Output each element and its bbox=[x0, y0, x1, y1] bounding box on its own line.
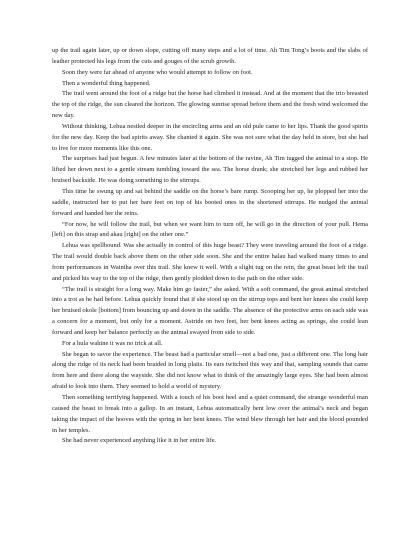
paragraph-2: Soon they were far ahead of anyone who would attempt to follow on foot. bbox=[62, 68, 253, 76]
paragraph-5: Without thinking, Lehua nestled deeper in the encircling arms and an old pule came to her lips. Thank the good spirits for the new day. Keep the bad spirits away. She chanted it again. She was not sure what the day held in store, but she had to live for more moments like this one. bbox=[52, 122, 368, 152]
paragraph-1: up the trail again later, up or down slope, cutting off many steps and a lot of time. Ah Tim Tong’s boots and the slabs of leather protected his legs from the cuts and gouges of the scrub growth. bbox=[52, 47, 368, 65]
paragraph-14: She had never experienced anything like it in her entire life. bbox=[62, 437, 217, 445]
paragraph-9: Lehua was spellbound. Was she actually in control of this huge beast? They were traveling around the foot of a ridge. The trail would double back above them on the other side soon. She and the entire halau had walked many times to and from performances in Wainiha over this trail. She knew it well. With a slight tug on the rein, the great beast left the trail and picked his way to the top of the ridge, then gently plodded down to the path on the other side. bbox=[52, 242, 368, 282]
paragraph-12: She began to savor the experience. The beast had a particular smell—not a bad one, just a different one. The long hair along the ridge of its neck had been braided in long plaits. Its ears twitched this way and that, sampling sounds that came from here and there along the wayside. She did not know what to think of the amazingly large eyes. She had been almost afraid to look into them. They seemed to hold a world of mystery. bbox=[52, 350, 368, 391]
paragraph-8: “For now, he will follow the trail, but when we want him to turn off, he will go in the direction of your pull. Hema [left] on this strap and akau [right] on the other one.” bbox=[52, 220, 368, 239]
paragraph-7: This time he swung up and sat behind the saddle on the horse’s bare rump. Scooping her up, he plopped her into the saddle, instructed her to put her bare feet on top of his booted ones in the shortened stirrups. He nudged the animal forward and handed her the reins. bbox=[52, 187, 368, 217]
paragraph-10: “The trail is straight for a long way. Make him go faster,” she asked. With a soft command, the great animal stretched into a trot as he had before. Lehua quickly found that if she stood up on the stirrup tops and bent her knees she could keep her bruised okole [bottom] from bouncing up and down in the saddle. The absence of the protective arms on each side was a concern for a moment, but only for a moment. Astride on two feet, her bent knees acting as springs, she could lean forward and keep her balance perfectly as the animal swayed from side to side. bbox=[52, 285, 368, 336]
paragraph-3: Then a wonderful thing happened. bbox=[62, 79, 151, 87]
paragraph-11: For a hula wahine it was no trick at all. bbox=[62, 339, 163, 347]
paragraph-4: The trail went around the foot of a ridge but the horse had climbed it instead. And at the moment that the trio breasted the top of the ridge, the sun cleared the horizon. The glowing sunrise spread before them and the fresh wind welcomed the new day. bbox=[52, 90, 368, 120]
paragraph-6: The surprises had just begun. A few minutes later at the bottom of the ravine, Ah Tim tugged the animal to a stop. He lifted her down next to a gentle stream tumbling toward the sea. The horse drank; she stretched her legs and rubbed her bruised backside. He was doing something to the stirrups. bbox=[52, 155, 368, 185]
paragraph-13: Then something terrifying happened. With a touch of his boot heel and a quiet command, the strange wonderful man caused the beast to break into a gallop. In an instant, Lehua automatically bent low over the animal’s neck and began taking the impact of the hooves with the spring in her bent knees. The wind blew through her hair and the blood pounded in her temples. bbox=[52, 394, 368, 434]
